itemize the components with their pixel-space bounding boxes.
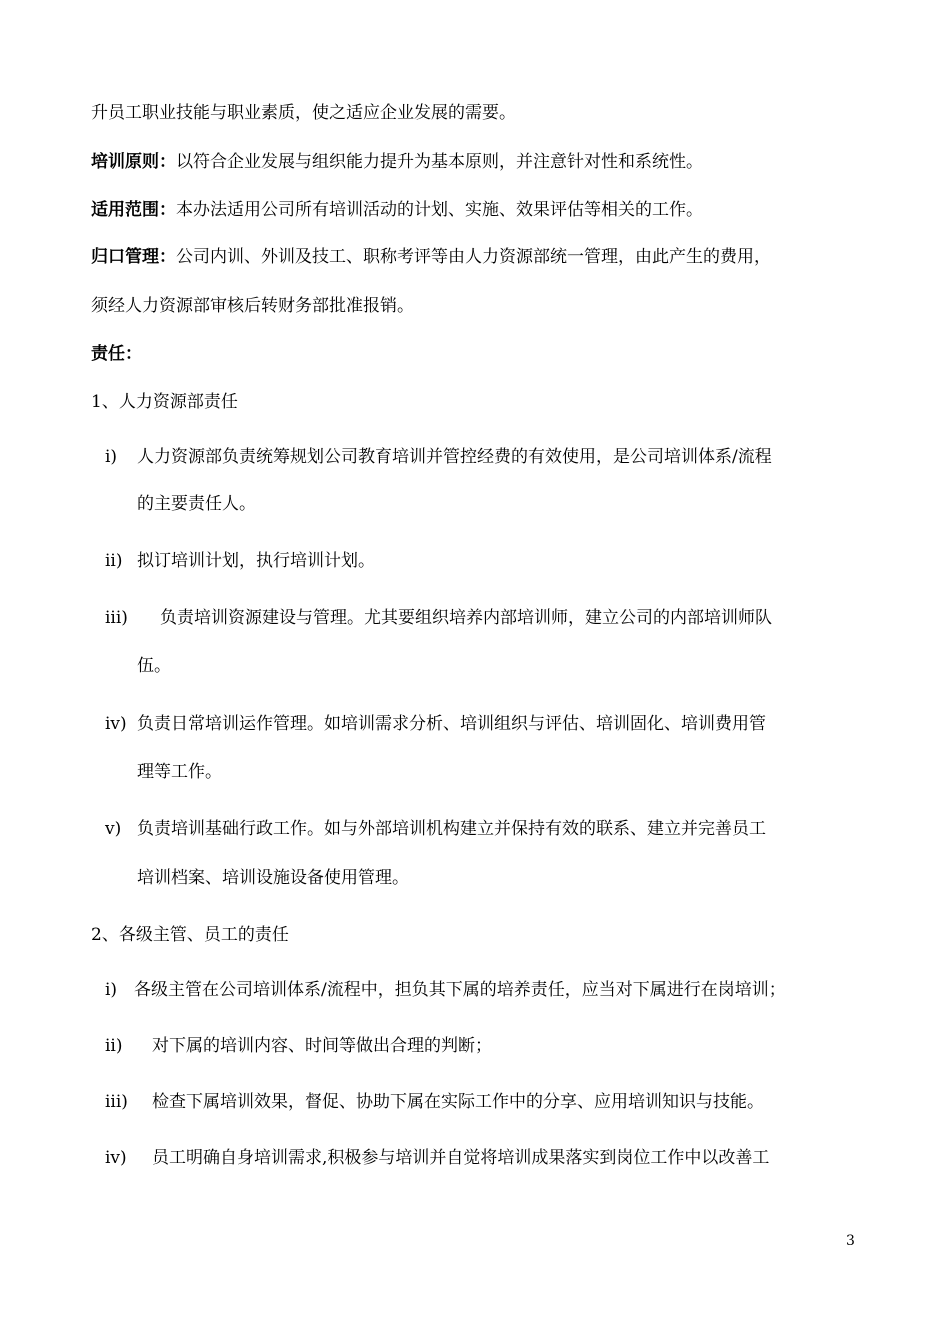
section1-item-4-line2: 理等工作。 — [137, 762, 222, 782]
section1-item-5-line2: 培训档案、培训设施设备使用管理。 — [137, 868, 409, 888]
section2-item-3-line1: 检查下属培训效果，督促、协助下属在实际工作中的分享、应用培训知识与技能。 — [152, 1092, 764, 1112]
training-principle-text: 以符合企业发展与组织能力提升为基本原则，并注意针对性和系统性。 — [176, 152, 703, 172]
section1-item-2-line1: 拟订培训计划，执行培训计划。 — [137, 551, 375, 571]
section1-title: 1、人力资源部责任 — [91, 392, 238, 412]
section2-item-3-marker: iii) — [105, 1092, 128, 1112]
management-paragraph — [91, 246, 771, 268]
section1-item-3-line1: 负责培训资源建设与管理。尤其要组织培养内部培训师，建立公司的内部培训师队 — [160, 608, 772, 628]
section1-item-3-line2: 伍。 — [137, 656, 171, 676]
section2-title: 2、各级主管、员工的责任 — [91, 925, 289, 945]
section2-item-2-marker: ii) — [105, 1036, 123, 1056]
section1-item-3-marker: iii) — [105, 608, 128, 628]
management-text-line2: 须经人力资源部审核后转财务部批准报销。 — [91, 296, 414, 316]
section2-item-4-marker: iv) — [105, 1148, 127, 1168]
page-number: 3 — [846, 1233, 855, 1249]
section1-item-4-line1: 负责日常培训运作管理。如培训需求分析、培训组织与评估、培训固化、培训费用管 — [137, 714, 766, 734]
section1-item-1-line2: 的主要责任人。 — [137, 494, 256, 514]
intro-continuation: 升员工职业技能与职业素质，使之适应企业发展的需要。 — [91, 103, 516, 123]
section1-item-1-line1: 人力资源部负责统筹规划公司教育培训并管控经费的有效使用，是公司培训体系/流程 — [137, 447, 772, 467]
training-principle-label: 培训原则： — [91, 152, 176, 172]
management-label: 归口管理： — [91, 247, 176, 267]
training-principle-paragraph — [91, 151, 703, 173]
responsibility-heading: 责任： — [91, 344, 142, 364]
section2-item-2-line1: 对下属的培训内容、时间等做出合理的判断； — [152, 1036, 492, 1056]
section2-item-1-marker: i) — [105, 980, 118, 1000]
scope-text: 本办法适用公司所有培训活动的计划、实施、效果评估等相关的工作。 — [176, 200, 703, 220]
section1-item-4-marker: iv) — [105, 714, 127, 734]
section2-item-4-line1: 员工明确自身培训需求,积极参与培训并自觉将培训成果落实到岗位工作中以改善工 — [152, 1148, 770, 1168]
section1-item-1-marker: i) — [105, 447, 118, 467]
scope-paragraph — [91, 199, 703, 221]
section2-item-1-line1: 各级主管在公司培训体系/流程中，担负其下属的培养责任，应当对下属进行在岗培训； — [134, 980, 786, 1000]
section1-item-5-line1: 负责培训基础行政工作。如与外部培训机构建立并保持有效的联系、建立并完善员工 — [137, 819, 766, 839]
section1-item-2-marker: ii) — [105, 551, 123, 571]
management-text-line1: 公司内训、外训及技工、职称考评等由人力资源部统一管理，由此产生的费用， — [176, 247, 771, 267]
scope-label: 适用范围： — [91, 200, 176, 220]
section1-item-5-marker: v) — [105, 819, 122, 839]
